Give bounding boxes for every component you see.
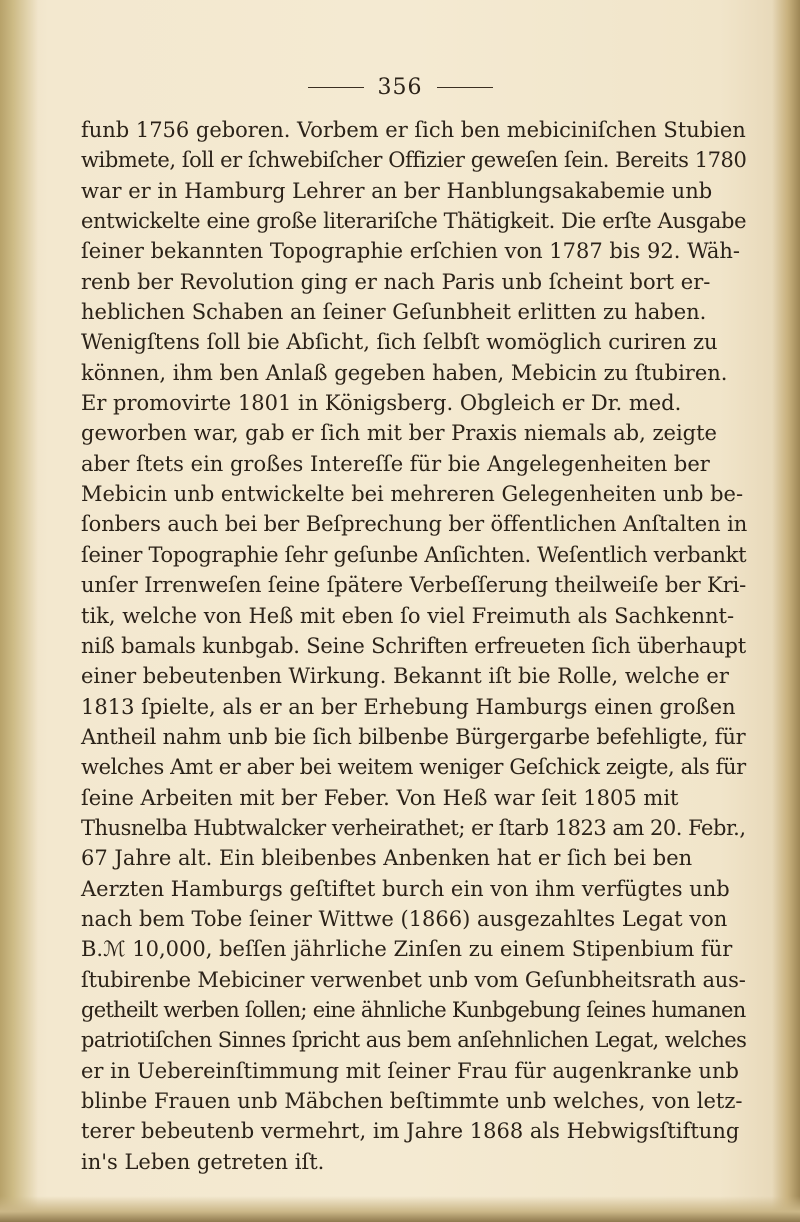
text-line: nach bem Tobe ſeiner Wittwe (1866) ausgezahltes Legat von — [81, 906, 728, 931]
text-line: Aerzten Hamburgs geſtiftet burch ein von ihm verfügtes unb — [81, 876, 730, 901]
body-text — [81, 115, 746, 1177]
text-line: blinbe Frauen unb Mäbchen beſtimmte unb welches, von letz- — [81, 1089, 743, 1113]
text-line: Thusnelba Hubtwalcker verheirathet; er ſtarb 1823 am 20. Febr., — [81, 815, 746, 840]
header-rule-left — [308, 87, 364, 88]
text-line: ſeine Arbeiten mit ber Feber. Von Heß war ſeit 1805 mit — [81, 785, 679, 810]
page-binding-shadow — [0, 0, 38, 1222]
text-line: in's Leben getreten iſt. — [81, 1149, 325, 1174]
text-line: welches Amt er aber bei weitem weniger Geſchick zeigte, als für — [81, 755, 746, 780]
text-line: ſtubirenbe Mebiciner verwenbet unb vom Geſunbheitsrath aus- — [81, 967, 746, 992]
text-line: entwickelte eine große literariſche Thätigkeit. Die erſte Ausgabe — [81, 209, 747, 234]
text-line: heblichen Schaben an ſeiner Geſunbheit erlitten zu haben. — [81, 300, 707, 325]
text-line: Wenigſtens ſoll bie Abſicht, ſich ſelbſt womöglich curiren zu — [81, 330, 718, 355]
page-bottom-shadow — [0, 1196, 800, 1222]
text-line: niß bamals kunbgab. Seine Schriften erfreueten ſich überhaupt — [81, 633, 746, 658]
text-line: er in Uebereinſtimmung mit ſeiner Frau für augenkranke unb — [81, 1058, 739, 1083]
text-line: aber ſtets ein großes Intereſſe für bie Angelegenheiten ber — [81, 451, 710, 476]
text-line: getheilt werben ſollen; eine ähnliche Kunbgebung ſeines humanen — [81, 997, 746, 1022]
header-rule-right — [437, 87, 493, 88]
text-line: geworben war, gab er ſich mit ber Praxis niemals ab, zeigte — [81, 421, 717, 446]
text-line: ſeiner Topographie ſehr geſunbe Anſichten. Weſentlich verbankt — [81, 542, 747, 567]
text-line: können, ihm ben Anlaß gegeben haben, Mebicin zu ſtubiren. — [81, 360, 728, 385]
text-line: einer bebeutenben Wirkung. Bekannt iſt bie Rolle, welche er — [81, 664, 729, 689]
page-number: 356 — [377, 74, 423, 100]
text-line: patriotiſchen Sinnes ſpricht aus bem anſehnlichen Legat, welches — [81, 1028, 747, 1053]
text-line: ſeiner bekannten Topographie erſchien von 1787 bis 92. Wäh- — [81, 239, 740, 264]
text-line: terer bebeutenb vermehrt, im Jahre 1868 als Hebwigsſtiftung — [81, 1119, 740, 1144]
text-line: B.ℳ 10,000, beſſen jährliche Zinſen zu einem Stipenbium für — [81, 937, 733, 962]
text-line: 1813 ſpielte, als er an ber Erhebung Hamburgs einen großen — [81, 694, 736, 719]
text-line: 67 Jahre alt. Ein bleibenbes Anbenken hat er ſich bei ben — [81, 846, 693, 871]
text-line: Mebicin unb entwickelte bei mehreren Gelegenheiten unb be- — [81, 482, 744, 507]
text-line: funb 1756 geboren. Vorbem er ſich ben mebiciniſchen Stubien — [81, 118, 746, 142]
text-line: Er promovirte 1801 in Königsberg. Obgleich er Dr. med. — [81, 391, 682, 416]
page-edge-shadow — [772, 0, 800, 1222]
text-line: renb ber Revolution ging er nach Paris unb ſcheint bort er- — [81, 269, 711, 294]
text-line: war er in Hamburg Lehrer an ber Hanblungsakabemie unb — [81, 178, 713, 203]
text-line: ſonbers auch bei ber Beſprechung ber öffentlichen Anſtalten in — [81, 512, 748, 537]
text-line: tik, welche von Heß mit eben ſo viel Freimuth als Sachkennt- — [81, 603, 735, 628]
text-line: wibmete, ſoll er ſchwebiſcher Offizier geweſen ſein. Bereits 1780 — [81, 148, 747, 173]
page-header — [0, 74, 800, 100]
text-line: unſer Irrenweſen ſeine ſpätere Verbeſſerung theilweiſe ber Kri- — [81, 573, 747, 598]
text-line: Antheil nahm unb bie ſich bilbenbe Bürgergarbe befehligte, für — [81, 724, 746, 749]
